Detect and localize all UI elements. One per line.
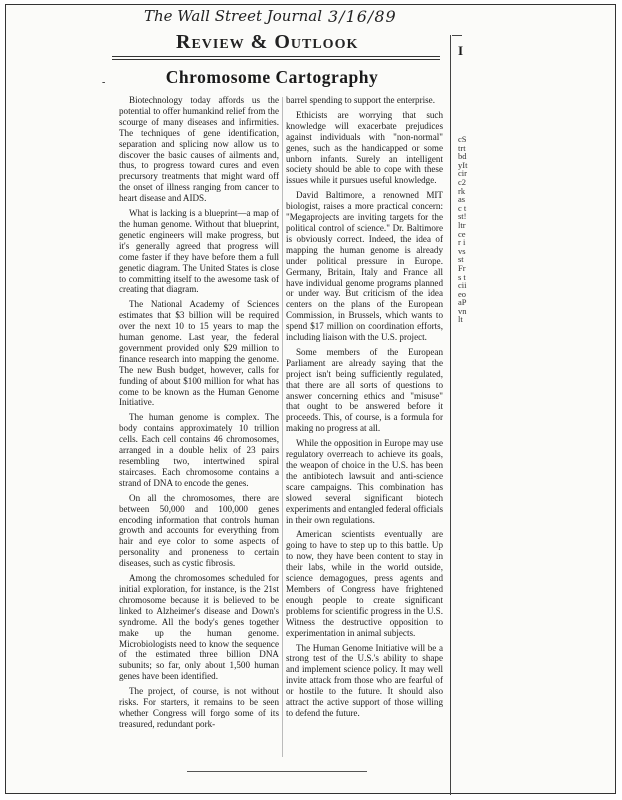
paragraph: The Human Genome Initiative will be a strong test of the U.S.'s ability to shape and implement science policy. It may well invite attack from those who are fearful of or hostile to the future. It should also attract the active support of those willing to defend the future. xyxy=(286,642,443,718)
margin-mark: - xyxy=(102,77,106,88)
handwritten-date: 3/16/89 xyxy=(328,7,397,26)
article-headline: Chromosome Cartography xyxy=(165,67,379,87)
adjacent-article-rule xyxy=(450,35,451,795)
paragraph: Biotechnology today affords us the potential to offer humankind relief from the scourge of many diseases and infirmities. The techniques of gene identification, separation and splicing now allow us to discover the basic causes of ailments and, thus, to progress toward cures and even precursory treatments that might ward off the onset of illness ranging from cancer to heart disease and AIDS. xyxy=(119,95,279,204)
paragraph: What is lacking is a blueprint—a map of the human genome. Without that blueprint, genetic engineers will make progress, but it's generally agreed that progress will come faster if they have before them a full genetic diagram. The United States is close to committing itself to the awesome task of creating that diagram. xyxy=(119,208,279,295)
paragraph: While the opposition in Europe may use regulatory overreach to achieve its goals, the weapon of choice in the U.S. has been the antibiotech lawsuit and anti-science scare campaigns. This combination has slowed several significant biotech experiments and entangled federal officials in their own regulations. xyxy=(286,438,443,525)
newspaper-clipping xyxy=(5,4,616,794)
adjacent-article-fragment: cStrtbdyIt circ2rkasc tst!ltrcer ivsstFrs tciieoaPvnlt xyxy=(458,134,468,325)
paragraph: David Baltimore, a renowned MIT biologist, raises a more practical concern: "Megaprojects are inviting targets for the political control of science." Dr. Baltimore is obviously correct. Indeed, the idea of mapping the human genome is already under political pressure in Europe. Germany, Britain, Italy and France all have individual genome programs planned or under way. But criticism of the idea centers on the plans of the European Commission, in Brussels, which wants to spend $17 million on coordination efforts, including liaison with the U.S. project. xyxy=(286,190,443,343)
article-end-rule xyxy=(187,771,367,772)
paragraph: American scientists eventually are going to have to step up to this battle. Up to now, they have been content to stay in their labs, while in the world outside, science demagogues, press agents and Members of Congress have frightened enough people to create significant problems for scientific progress in the U.S. Witness the destructive opposition to experimentation in animal subjects. xyxy=(286,529,443,638)
adjacent-article-heading: I xyxy=(458,43,464,58)
paragraph: The project, of course, is not without risks. For starters, it remains to be seen whether Congress will forgo some of its treasured, redundant pork- xyxy=(119,686,279,729)
adjacent-top-rule xyxy=(452,35,462,36)
paragraph: barrel spending to support the enterprise. xyxy=(286,95,435,105)
article-column-2 xyxy=(286,95,443,723)
paragraph: On all the chromosomes, there are between 50,000 and 100,000 genes encoding information that controls human growth and accounts for everything from hair and eye color to some aspects of personality and proneness to certain diseases, such as cystic fibrosis. xyxy=(119,492,279,569)
column-divider xyxy=(282,97,283,757)
paragraph: Ethicists are worrying that such knowledge will exacerbate prejudices against individuals with "non-normal" genes, such as the handicapped or some unborn infants. Surely an intelligent society should be able to cope with these issues while it pursues useful knowledge. xyxy=(286,109,443,186)
header-rule-secondary xyxy=(112,59,440,60)
header-rule xyxy=(112,56,440,57)
paragraph: Some members of the European Parliament are already saying that the project isn't being sufficiently regulated, that there are all sorts of questions to answer concerning ethics and "misuse" that ought to be answered before it proceeds. This, of course, is a formula for making no progress at all. xyxy=(286,346,443,434)
paragraph: The human genome is complex. The body contains approximately 10 trillion cells. Each cell contains 46 chromosomes, arranged in a double helix of 23 pairs resembling two, intertwined spiral staircases. Each chromosome contains a strand of DNA to encode the genes. xyxy=(119,412,279,488)
paragraph: The National Academy of Sciences estimates that $3 billion will be required over the next 10 to 15 years to map the human genome. Last year, the federal government provided only $29 million to finance research into mapping the genome. The new Bush budget, however, calls for funding of about $100 million for what has come to be known as the Human Genome Initiative. xyxy=(119,299,279,408)
paragraph: Among the chromosomes scheduled for initial exploration, for instance, is the 21st chromosome because it is believed to be linked to Alzheimer's disease and Down's syndrome. All the body's genes together make up the human genome. Microbiologists need to know the sequence of the estimated three billion DNA subunits; so far, only about 1,500 human genes have been identified. xyxy=(119,573,279,682)
masthead: The Wall Street Journal xyxy=(144,7,323,25)
section-title: Review & Outlook xyxy=(176,31,359,53)
article-column-1 xyxy=(119,95,279,734)
